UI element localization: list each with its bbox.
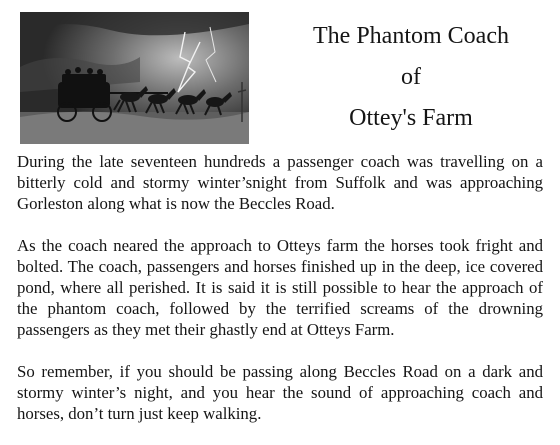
title-line-1: The Phantom Coach: [313, 23, 509, 49]
story-paragraph-3: So remember, if you should be passing along Beccles Road on a dark and stormy winter’s night, and you hear the sound of approaching coach and horses, don’t turn just keep walking.: [17, 362, 543, 423]
title-line-3: Ottey's Farm: [349, 105, 473, 131]
story-body: [17, 151, 543, 445]
story-paragraph-1: During the late seventeen hundreds a passenger coach was travelling on a bitterly cold and stormy winter’snight from Suffolk and was approaching Gorleston along what is now the Beccles Road.: [17, 152, 543, 213]
story-paragraph-2: As the coach neared the approach to Otteys farm the horses took fright and bolted. The coach, passengers and horses finished up in the deep, ice covered pond, where all perished. It is said it is still possible to hear the approach of the phantom coach, followed by the terrified screams of the drowning passengers as they met their ghastly end at Otteys Farm.: [17, 236, 543, 339]
story-title: [270, 16, 552, 139]
title-line-2: of: [401, 64, 421, 90]
stormy-coach-illustration: [20, 12, 249, 144]
